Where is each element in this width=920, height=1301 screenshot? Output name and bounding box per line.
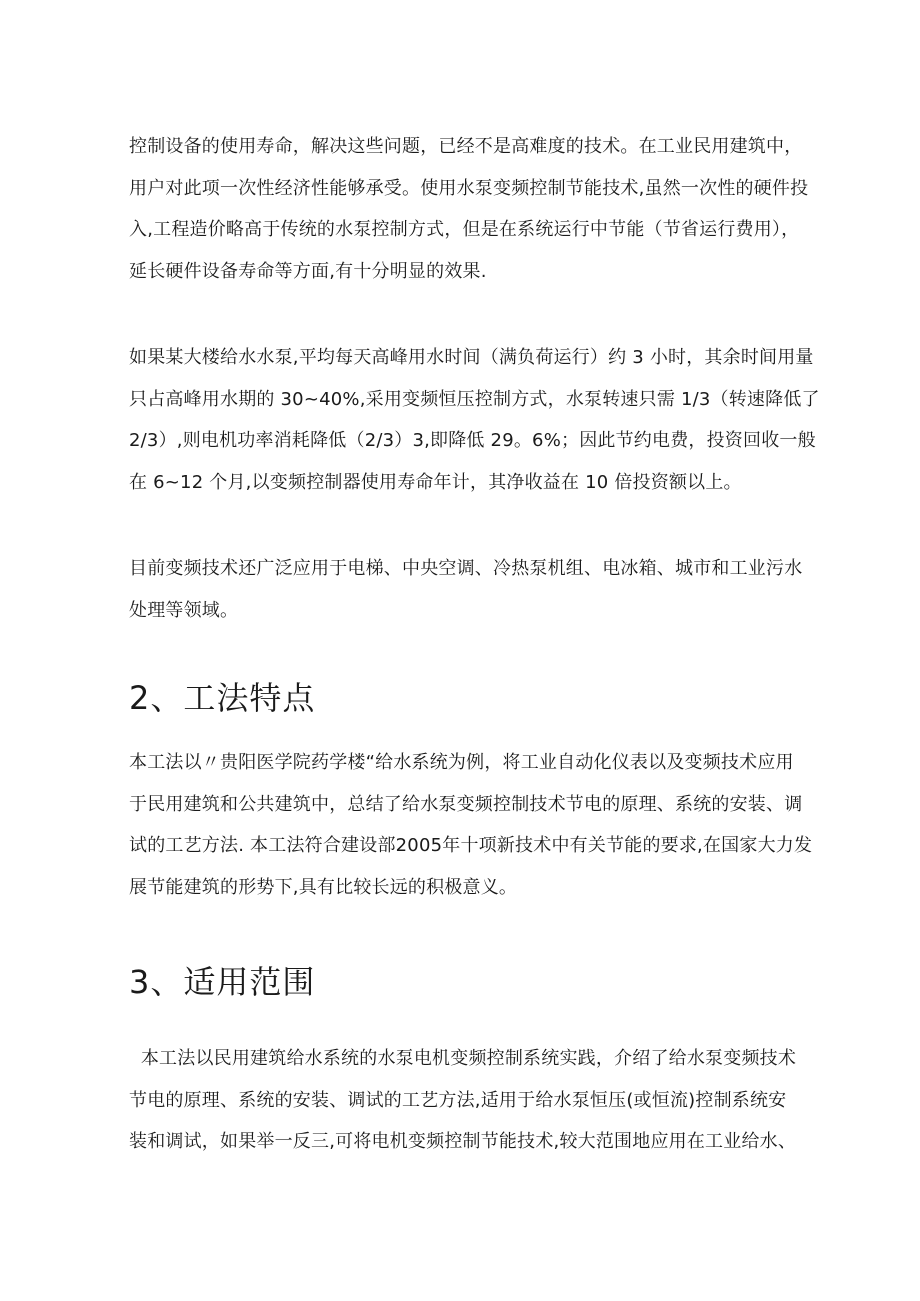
text-line: 本工法以民用建筑给水系统的水泵电机变频控制系统实践，介绍了给水泵变频技术 [129,1048,797,1069]
text-line: 试的工艺方法. 本工法符合建设部2005年十项新技术中有关节能的要求,在国家大力发 [129,835,813,856]
text-line: 如果某大楼给水水泵,平均每天高峰用水时间（满负荷运行）约 3 小时，其余时间用量 [129,347,814,368]
text-line: 装和调试，如果举一反三,可将电机变频控制节能技术,较大范围地应用在工业给水、 [129,1131,797,1152]
paragraph-scope [129,1038,839,1163]
text-line: 入,工程造价略高于传统的水泵控制方式，但是在系统运行中节能（节省运行费用）， [129,219,800,240]
section-heading-features: 2、工法特点 [129,679,316,717]
text-line: 控制设备的使用寿命，解决这些问题，已经不是高难度的技术。在工业民用建筑中， [129,136,803,157]
text-line: 用户对此项一次性经济性能够承受。使用水泵变频控制节能技术,虽然一次性的硬件投 [129,177,809,199]
text-line: 2/3）,则电机功率消耗降低（2/3）3,即降低 29。6%；因此节约电费，投资回收一般 [129,430,816,451]
text-line: 于民用建筑和公共建筑中，总结了给水泵变频控制技术节电的原理、系统的安装、调 [129,793,803,815]
text-line: 处理等领域。 [129,599,239,621]
text-line: 只占高峰用水期的 30~40%,采用变频恒压控制方式，水泵转速只需 1/3（转速降低了 [129,388,820,410]
text-line: 延长硬件设备寿命等方面,有十分明显的效果. [129,260,487,282]
text-line: 目前变频技术还广泛应用于电梯、中央空调、冷热泵机组、电冰箱、城市和工业污水 [129,558,803,579]
text-line: 本工法以〃贵阳医学院药学楼“给水系统为例，将工业自动化仪表以及变频技术应用 [129,752,794,773]
paragraph-applications [129,548,839,631]
text-line: 节电的原理、系统的安装、调试的工艺方法,适用于给水泵恒压(或恒流)控制系统安 [129,1089,787,1111]
section-heading-scope: 3、适用范围 [129,963,316,1001]
paragraph-features [129,742,839,908]
text-line: 在 6~12 个月,以变频控制器使用寿命年计，其净收益在 10 倍投资额以上。 [129,471,742,493]
paragraph-pump-example [129,337,839,503]
text-line: 展节能建筑的形势下,具有比较长远的积极意义。 [129,876,518,898]
paragraph-energy-saving-benefits [129,126,839,292]
